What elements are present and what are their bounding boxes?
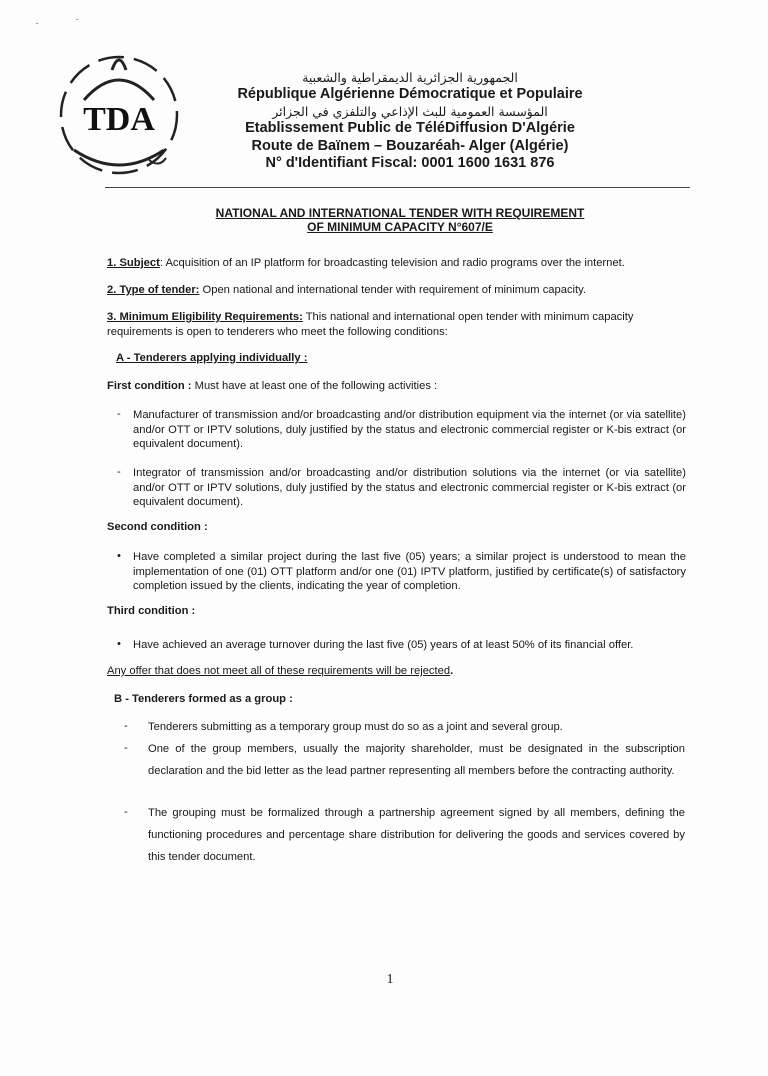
- group-item-2: One of the group members, usually the majority shareholder, must be designated in the subscription declaration and the bid letter as the lead partner representing all members before the contracting authority.: [148, 743, 685, 777]
- min-requirements-label: 3. Minimum Eligibility Requirements:: [107, 311, 303, 323]
- svg-text:TDA: TDA: [83, 101, 155, 138]
- header-french-republic: République Algérienne Démocratique et Populaire: [237, 86, 583, 102]
- min-requirements-text: This national and international open tender with minimum capacity requirements is open to tenderers who meet the following conditions:: [107, 311, 634, 338]
- section-a-heading: A - Tenderers applying individually :: [116, 352, 308, 364]
- tender-title-line2: OF MINIMUM CAPACITY N°607/E: [307, 220, 493, 234]
- dash-bullet: -: [124, 806, 128, 818]
- type-paragraph: [107, 283, 687, 298]
- section-b-heading: B - Tenderers formed as a group :: [114, 693, 293, 705]
- group-item-1: Tenderers submitting as a temporary group must do so as a joint and several group.: [148, 721, 563, 733]
- rejection-text: Any offer that does not meet all of these requirements will be rejected: [107, 665, 451, 677]
- header-french-institution: Etablissement Public de TéléDiffusion D'Algérie: [245, 120, 575, 136]
- scan-speck: ˘: [36, 22, 39, 31]
- third-condition-label: Third condition :: [107, 605, 196, 617]
- min-requirements-paragraph: [107, 310, 687, 339]
- tender-title-line1: NATIONAL AND INTERNATIONAL TENDER WITH REQUIREMENT: [215, 206, 585, 220]
- type-label: 2. Type of tender:: [107, 284, 200, 296]
- page-number: 1: [386, 972, 394, 987]
- dot-bullet: •: [117, 550, 121, 562]
- header-fiscal-id: N° d'Identifiant Fiscal: 0001 1600 1631 876: [265, 155, 555, 171]
- scan-speck: ˇ: [76, 18, 79, 27]
- first-condition-label: First condition :: [107, 380, 192, 392]
- subject-paragraph: [107, 256, 687, 271]
- first-condition-text: Must have at least one of the following activities :: [191, 380, 438, 392]
- group-item-3: The grouping must be formalized through a partnership agreement signed by all members, defining the functioning procedures and percentage share distribution for delivering the goods and services covered by this tender document.: [148, 807, 685, 863]
- header-address: Route de Baïnem – Bouzaréah- Alger (Algérie): [251, 138, 569, 154]
- type-text: Open national and international tender with requirement of minimum capacity.: [199, 284, 587, 296]
- dot-bullet: •: [117, 638, 121, 650]
- first-condition-item-1: Manufacturer of transmission and/or broadcasting and/or distribution equipment via the internet (or via satellite) and/or OTT or IPTV solutions, duly justified by the status and electronic commercial register or K-bis extract (or equivalent document).: [133, 409, 686, 450]
- tda-logo-icon: [44, 40, 194, 190]
- dash-bullet: -: [117, 408, 121, 420]
- second-condition-item: Have completed a similar project during the last five (05) years; a similar project is understood to mean the implementation of one (01) OTT platform and/or one (01) IPTV platform, justified by certificate(s) of satisfactory completion issued by the clients, indicating the year of completion.: [133, 551, 686, 592]
- second-condition-label: Second condition :: [107, 521, 208, 533]
- third-condition-item: Have achieved an average turnover during the last five (05) years of at least 50% of its financial offer.: [133, 639, 634, 651]
- dash-bullet: -: [124, 720, 128, 732]
- dash-bullet: -: [124, 742, 128, 754]
- dash-bullet: -: [117, 466, 121, 478]
- rejection-period: .: [450, 665, 454, 677]
- header-arabic-republic: الجمهورية الجزائرية الديمقراطية والشعبية: [302, 70, 518, 85]
- first-condition: [107, 379, 687, 394]
- first-condition-item-2: Integrator of transmission and/or broadcasting and/or distribution solutions via the internet (or via satellite) and/or OTT or IPTV solutions, duly justified by the status and electronic commercial register or K-bis extract (or equivalent document).: [133, 467, 686, 508]
- subject-text: : Acquisition of an IP platform for broadcasting television and radio programs over the internet.: [159, 257, 625, 269]
- subject-label: 1. Subject: [107, 257, 160, 269]
- header-arabic-institution: المؤسسة العمومية للبث الإذاعي والتلفزي في الجزائر: [272, 104, 548, 119]
- header-divider: [105, 187, 690, 188]
- rejection-note: [107, 664, 687, 679]
